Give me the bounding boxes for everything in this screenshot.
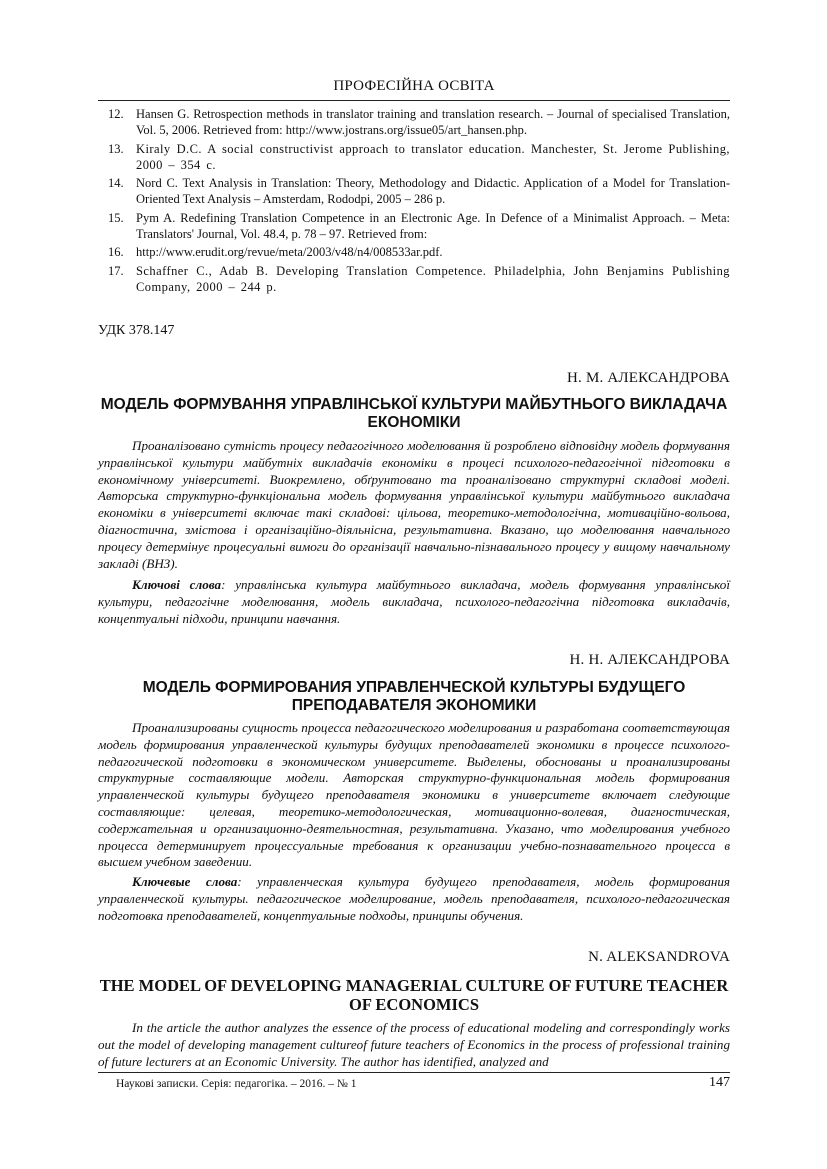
reference-item xyxy=(98,175,730,208)
reference-text: Schaffner C., Adab B. Developing Translation Competence. Philadelphia, John Benjamins Publishing Company, 2000 – 244 p. xyxy=(136,263,730,294)
reference-list xyxy=(98,106,730,297)
reference-item xyxy=(98,141,730,174)
reference-item xyxy=(98,210,730,243)
header-rule xyxy=(98,100,730,101)
reference-item xyxy=(98,106,730,139)
reference-number: 16. xyxy=(108,245,124,260)
reference-text: Pym A. Redefining Translation Competence in an Electronic Age. In Defence of a Minimalist Approach. – Meta: Translators' Journal, Vol. 48.4, p. 78 – 97. Retrieved from: xyxy=(136,210,730,242)
udk-code: УДК 378.147 xyxy=(98,323,175,338)
keywords-text: : управленческая культура будущего преподавателя, модель формирования управленческой культуры. педагогическое моделирование, модель преподавателя, психолого-педагогическая подготовка преподавателей, концептуальные подходы, принципы обучения. xyxy=(98,874,731,923)
footer-rule xyxy=(98,1072,730,1073)
reference-number: 13. xyxy=(108,141,124,156)
keywords-ru xyxy=(98,874,730,924)
article-title-uk: МОДЕЛЬ ФОРМУВАННЯ УПРАВЛІНСЬКОЇ КУЛЬТУРИ МАЙБУТНЬОГО ВИКЛАДАЧА ЕКОНОМІКИ xyxy=(100,396,728,431)
author-en: N. ALEKSANDROVA xyxy=(588,949,730,965)
reference-link[interactable]: http://www.erudit.org/revue/meta/2003/v48/n4/008533ar.pdf. xyxy=(136,245,443,260)
reference-text: Kiraly D.C. A social constructivist approach to translator education. Manchester, St. Jerome Publishing, 2000 – 354 с. xyxy=(136,141,730,172)
reference-text: Hansen G. Retrospection methods in translator training and translation research. – Journal of specialised Translation, Vol. 5, 2006. Retrieved from: http://www.jostrans.org/issue05/art_hansen.php. xyxy=(136,107,730,138)
author-ru: Н. Н. АЛЕКСАНДРОВА xyxy=(569,652,730,668)
reference-item xyxy=(98,244,730,260)
reference-number: 14. xyxy=(108,176,124,191)
reference-text: Nord C. Text Analysis in Translation: Theory, Methodology and Didactic. Application of a Model for Translation-Oriented Text Analysis – Amsterdam, Rododpi, 2005 – 286 p. xyxy=(136,176,730,207)
keywords-text: : управлінська культура майбутнього викладача, модель формування управлінської культури, педагогічне моделювання, модель викладача, психолого-педагогічна підготовка викладачів, концептуальні підходи, принципи навчання. xyxy=(98,577,730,626)
article-title-en: THE MODEL OF DEVELOPING MANAGERIAL CULTURE OF FUTURE TEACHER OF ECONOMICS xyxy=(99,976,729,1014)
author-uk: Н. М. АЛЕКСАНДРОВА xyxy=(567,370,730,386)
running-header: ПРОФЕСІЙНА ОСВІТА xyxy=(333,78,495,94)
article-title-ru: МОДЕЛЬ ФОРМИРОВАНИЯ УПРАВЛЕНЧЕСКОЙ КУЛЬТУРЫ БУДУЩЕГО ПРЕПОДАВАТЕЛЯ ЭКОНОМИКИ xyxy=(142,679,686,714)
reference-item xyxy=(98,263,730,296)
keywords-uk xyxy=(98,577,730,627)
reference-number: 12. xyxy=(108,107,124,121)
page-number: 147 xyxy=(709,1075,730,1090)
abstract-uk: Проаналізовано сутність процесу педагогічного моделювання й розроблено відповідну модель формування управлінської культури майбутніх викладачів економіки в процесі психолого-педагогічної підготовки в економічному університеті. Виокремлено, обґрунтовано та проаналізовано структурні складові моделі. Авторська структурно-функціональна модель формування управлінської культури майбутнього викладача економіки в університеті включає такі складові: цільова, теоретико-методологічна, мотиваційно-вольова, діагностична, змістова і організаційно-діяльнісна, результативна. Вказано, що моделювання навчального процесу детермінує процесуальні вимоги до організації навчально-пізнавального процесу у вищому навчальному закладі (ВНЗ). xyxy=(98,438,730,571)
keywords-label: Ключевые слова xyxy=(132,874,238,889)
abstract-ru: Проанализированы сущность процесса педагогического моделирования и разработана соответствующая модель формирования управленческой культуры будущих преподавателей экономики в процессе психолого-педагогической подготовки в экономическом университете. Выделены, обоснованы и проанализированы структурные составляющие модели. Авторская структурно-функциональная модель формирования управленческой культуры будущего преподавателя экономики в университете включает следующие составляющие: целевая, теоретико-методологическая, мотивационно-волевая, диагностическая, содержательная и организационно-деятельностная, результативна. Указано, что моделирования учебного процесса детерминирует процессуальные требования к организации учебно-познавательного процесса в высшем учебном заведении. xyxy=(98,720,730,870)
abstract-en: In the article the author analyzes the essence of the process of educational modeling and correspondingly works out the model of developing management cultureof future teachers of Economics in the process of professional training of future lecturers at an Economic University. The author has identified, analyzed and xyxy=(98,1020,730,1069)
keywords-label: Ключові слова xyxy=(132,577,222,592)
reference-number: 15. xyxy=(108,210,124,225)
footer-journal: Наукові записки. Серія: педагогіка. – 2016. – № 1 xyxy=(116,1078,357,1090)
reference-number: 17. xyxy=(108,263,124,278)
